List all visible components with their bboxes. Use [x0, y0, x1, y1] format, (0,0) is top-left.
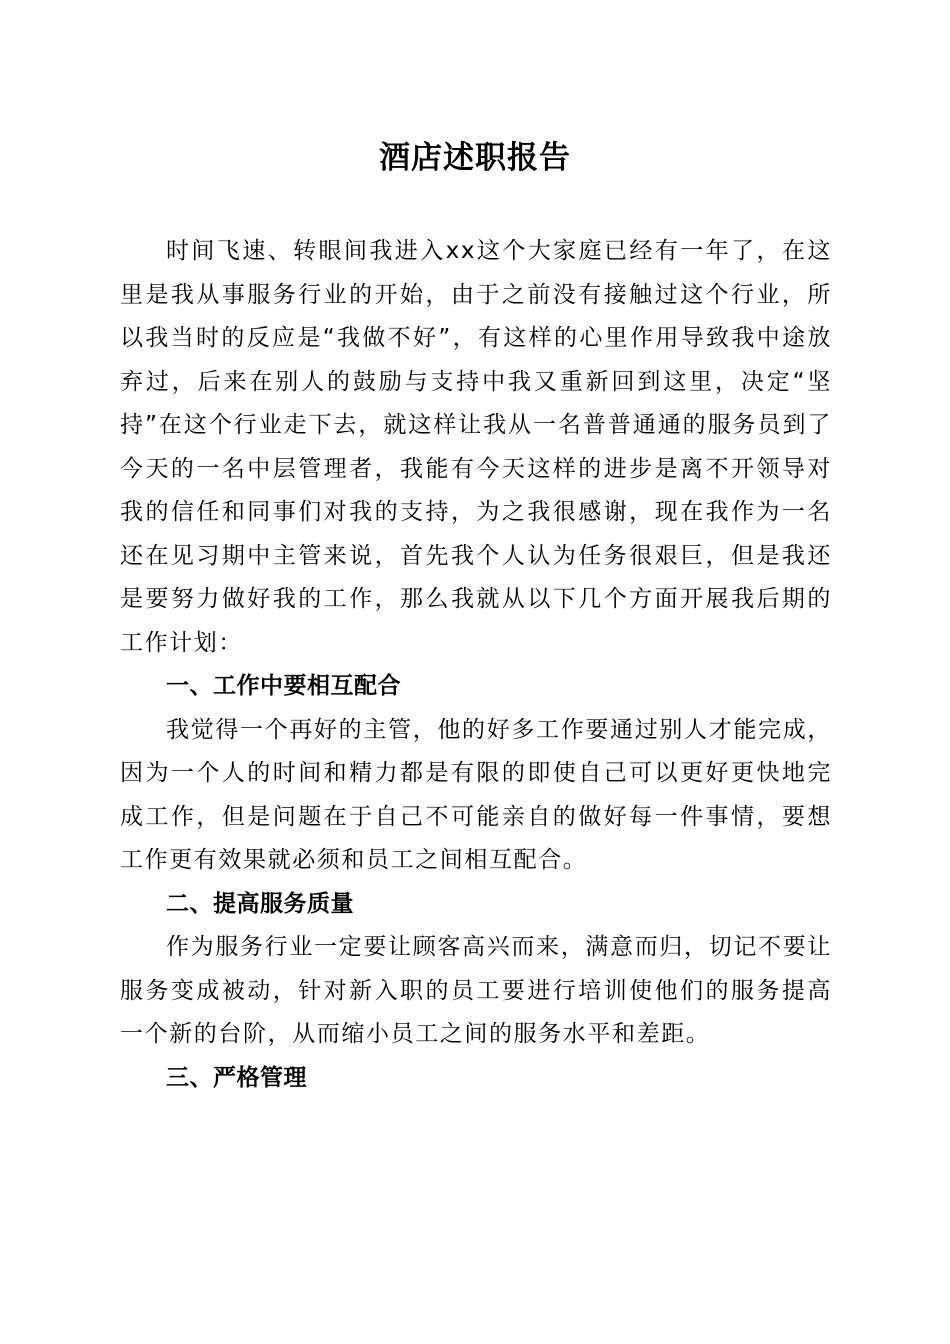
document-title: 酒店述职报告 [379, 140, 571, 176]
document-body [120, 230, 832, 1100]
intro-paragraph: 时间飞速、转眼间我进入xx这个大家庭已经有一年了，在这里是我从事服务行业的开始，由于之前没有接触过这个行业，所以我当时的反应是“我做不好”，有这样的心里作用导致我中途放弃过，后来在别人的鼓励与支持中我又重新回到这里，决定“坚持”在这个行业走下去，就这样让我从一名普普通通的服务员到了今天的一名中层管理者，我能有今天这样的进步是离不开领导对我的信任和同事们对我的支持，为之我很感谢，现在我作为一名还在见习期中主管来说，首先我个人认为任务很艰巨，但是我还是要努力做好我的工作，那么我就从以下几个方面开展我后期的工作计划： [120, 238, 832, 656]
section-paragraph-1: 我觉得一个再好的主管，他的好多工作要通过别人才能完成，因为一个人的时间和精力都是有限的即使自己可以更好更快地完成工作，但是问题在于自己不可能亲自的做好每一件事情，要想工作更有效果就必须和员工之间相互配合。 [120, 716, 832, 873]
section-heading-1: 一、工作中要相互配合 [166, 673, 401, 699]
section-heading-2: 二、提高服务质量 [166, 890, 354, 917]
section-paragraph-2: 作为服务行业一定要让顾客高兴而来，满意而归，切记不要让服务变成被动，针对新入职的员工要进行培训使他们的服务提高一个新的台阶，从而缩小员工之间的服务水平和差距。 [120, 934, 832, 1047]
section-heading-3: 三、严格管理 [166, 1064, 307, 1091]
